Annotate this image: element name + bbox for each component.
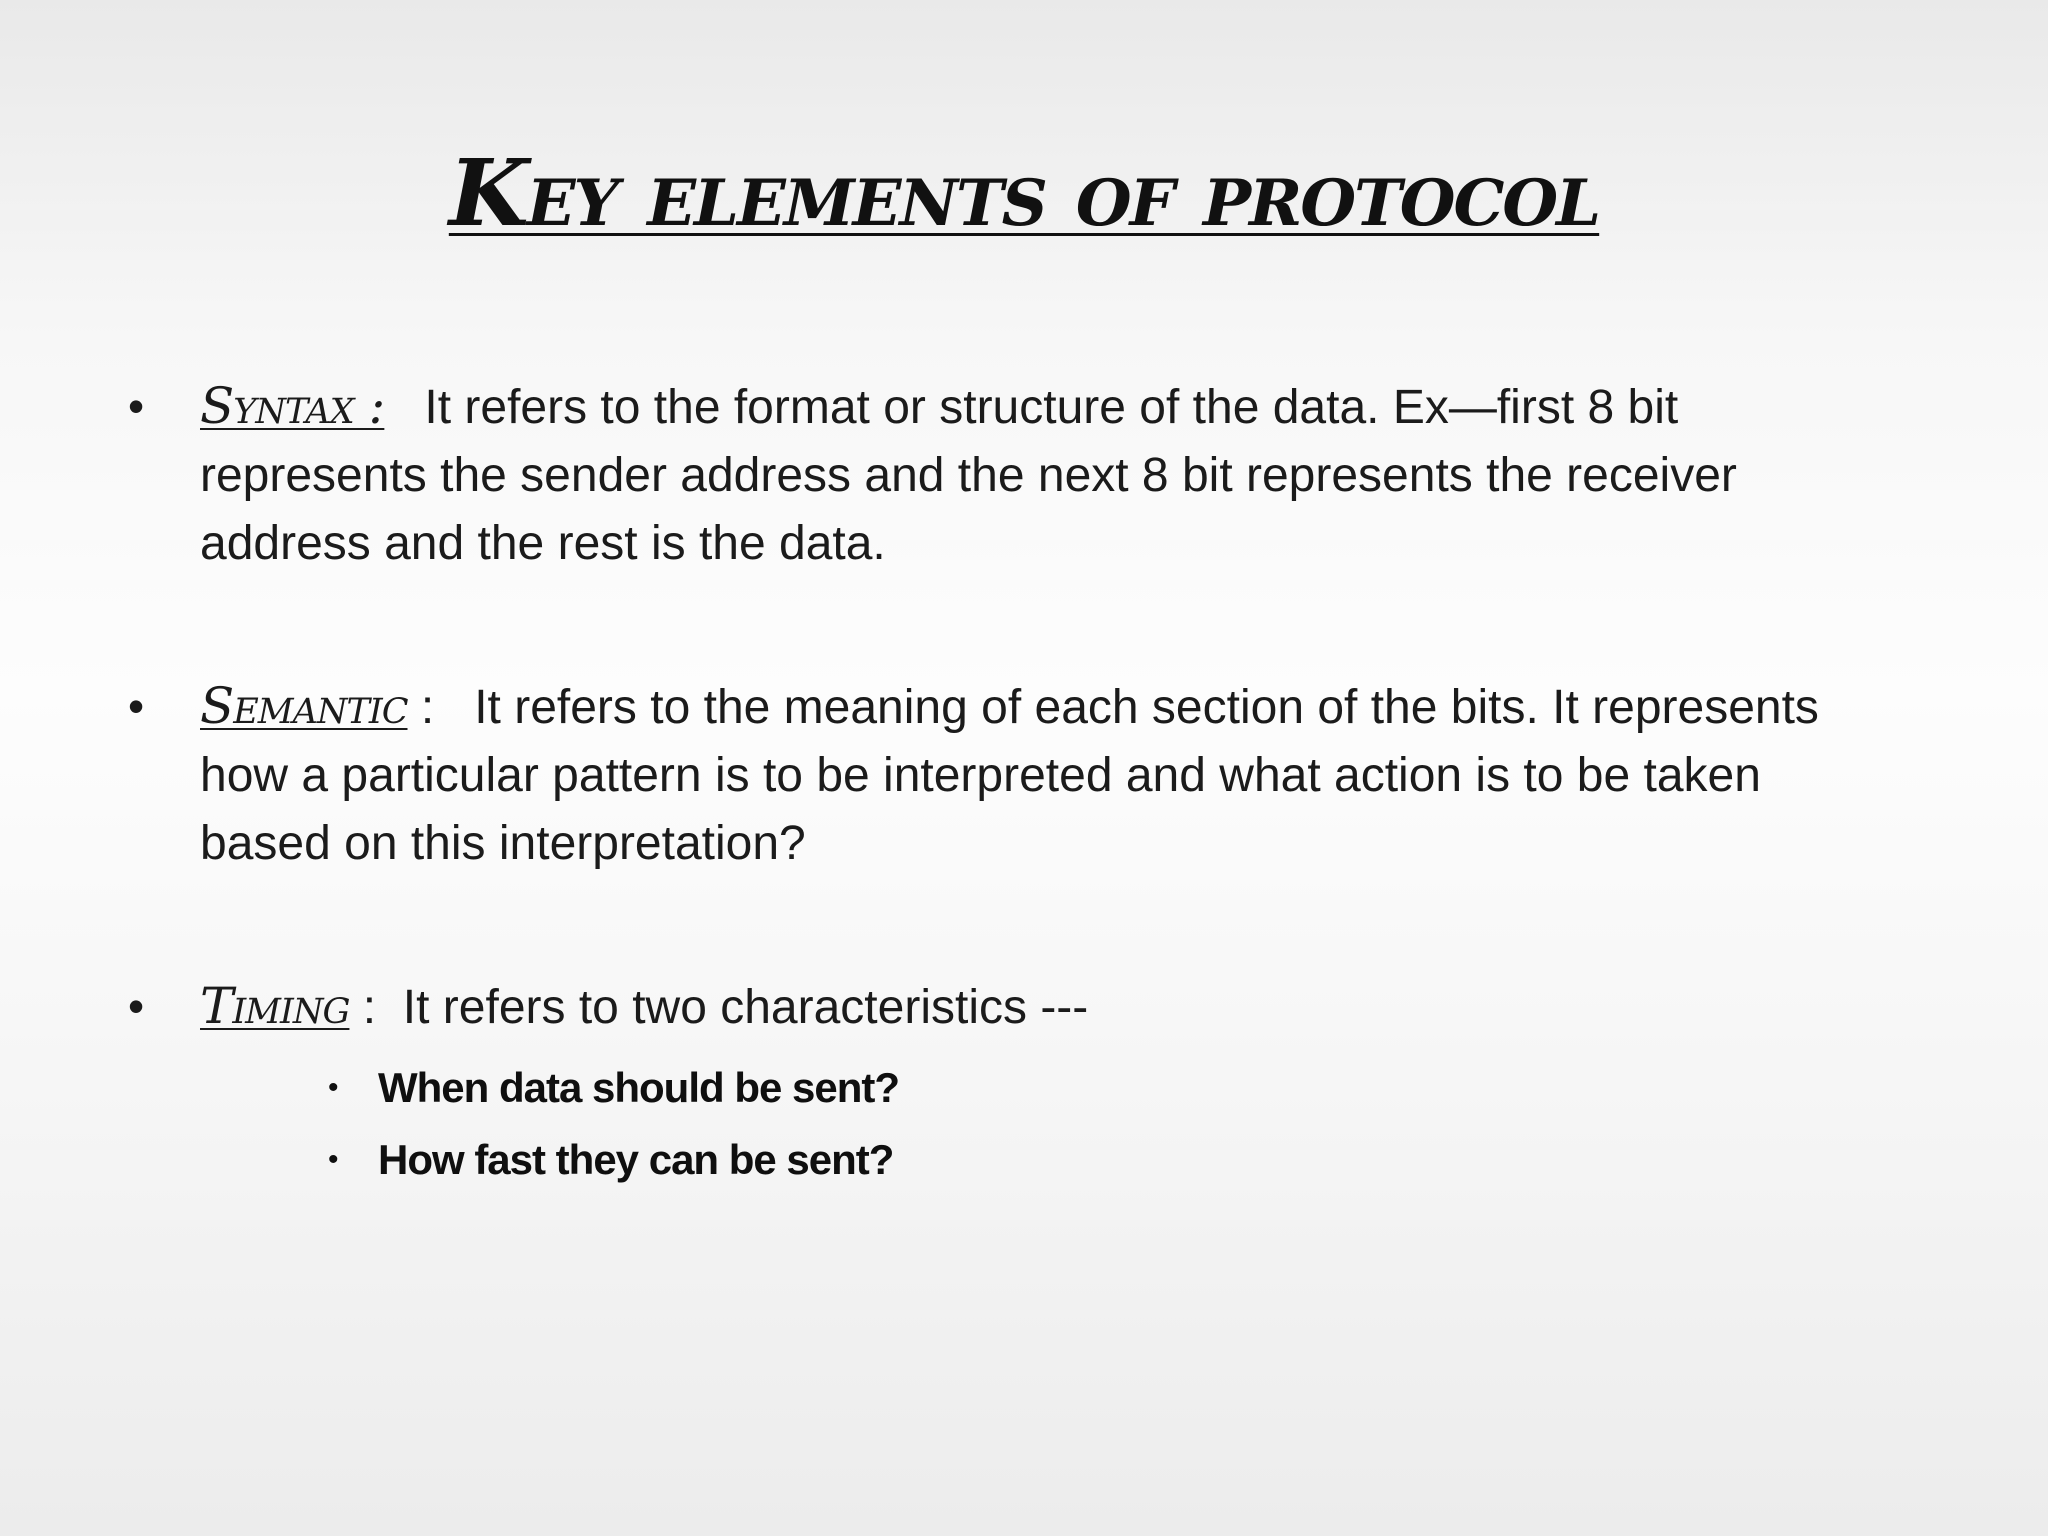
slide-title: Key elements of protocol <box>448 139 1600 247</box>
timing-sub-bullets <box>328 1052 1578 1196</box>
sub-bullet-marker: • <box>328 1143 338 1176</box>
bullet-syntax <box>128 372 1900 578</box>
bullet-separator: : <box>420 681 435 734</box>
sub-bullet-text: How fast they can be sent? <box>378 1136 894 1183</box>
bullet-text-timing: It refers to two characteristics --- <box>402 981 1089 1034</box>
sub-bullet-when <box>328 1052 1578 1124</box>
bullet-text-syntax: It refers to the format or structure of the data. Ex—first 8 bit represents the sender address and the next 8 bit represents the receiver address and the rest is the data. <box>200 381 1737 570</box>
bullet-term-timing: Timing <box>200 977 350 1035</box>
sub-bullet-marker: • <box>328 1071 338 1104</box>
bullet-term-semantic: Semantic <box>200 677 408 735</box>
bullet-timing <box>128 972 1900 1042</box>
bullet-marker: • <box>128 380 145 432</box>
bullet-term-syntax: Syntax : <box>200 377 385 435</box>
bullet-marker: • <box>128 980 145 1032</box>
bullet-marker: • <box>128 680 145 732</box>
sub-bullet-text: When data should be sent? <box>378 1064 900 1111</box>
bullet-semantic <box>128 672 1900 878</box>
bullet-separator: : <box>362 981 377 1034</box>
bullet-text-semantic: It refers to the meaning of each section of the bits. It represents how a particular pattern is to be interpreted and what action is to be taken based on this interpretation? <box>200 681 1819 870</box>
sub-bullet-how-fast <box>328 1124 1578 1196</box>
